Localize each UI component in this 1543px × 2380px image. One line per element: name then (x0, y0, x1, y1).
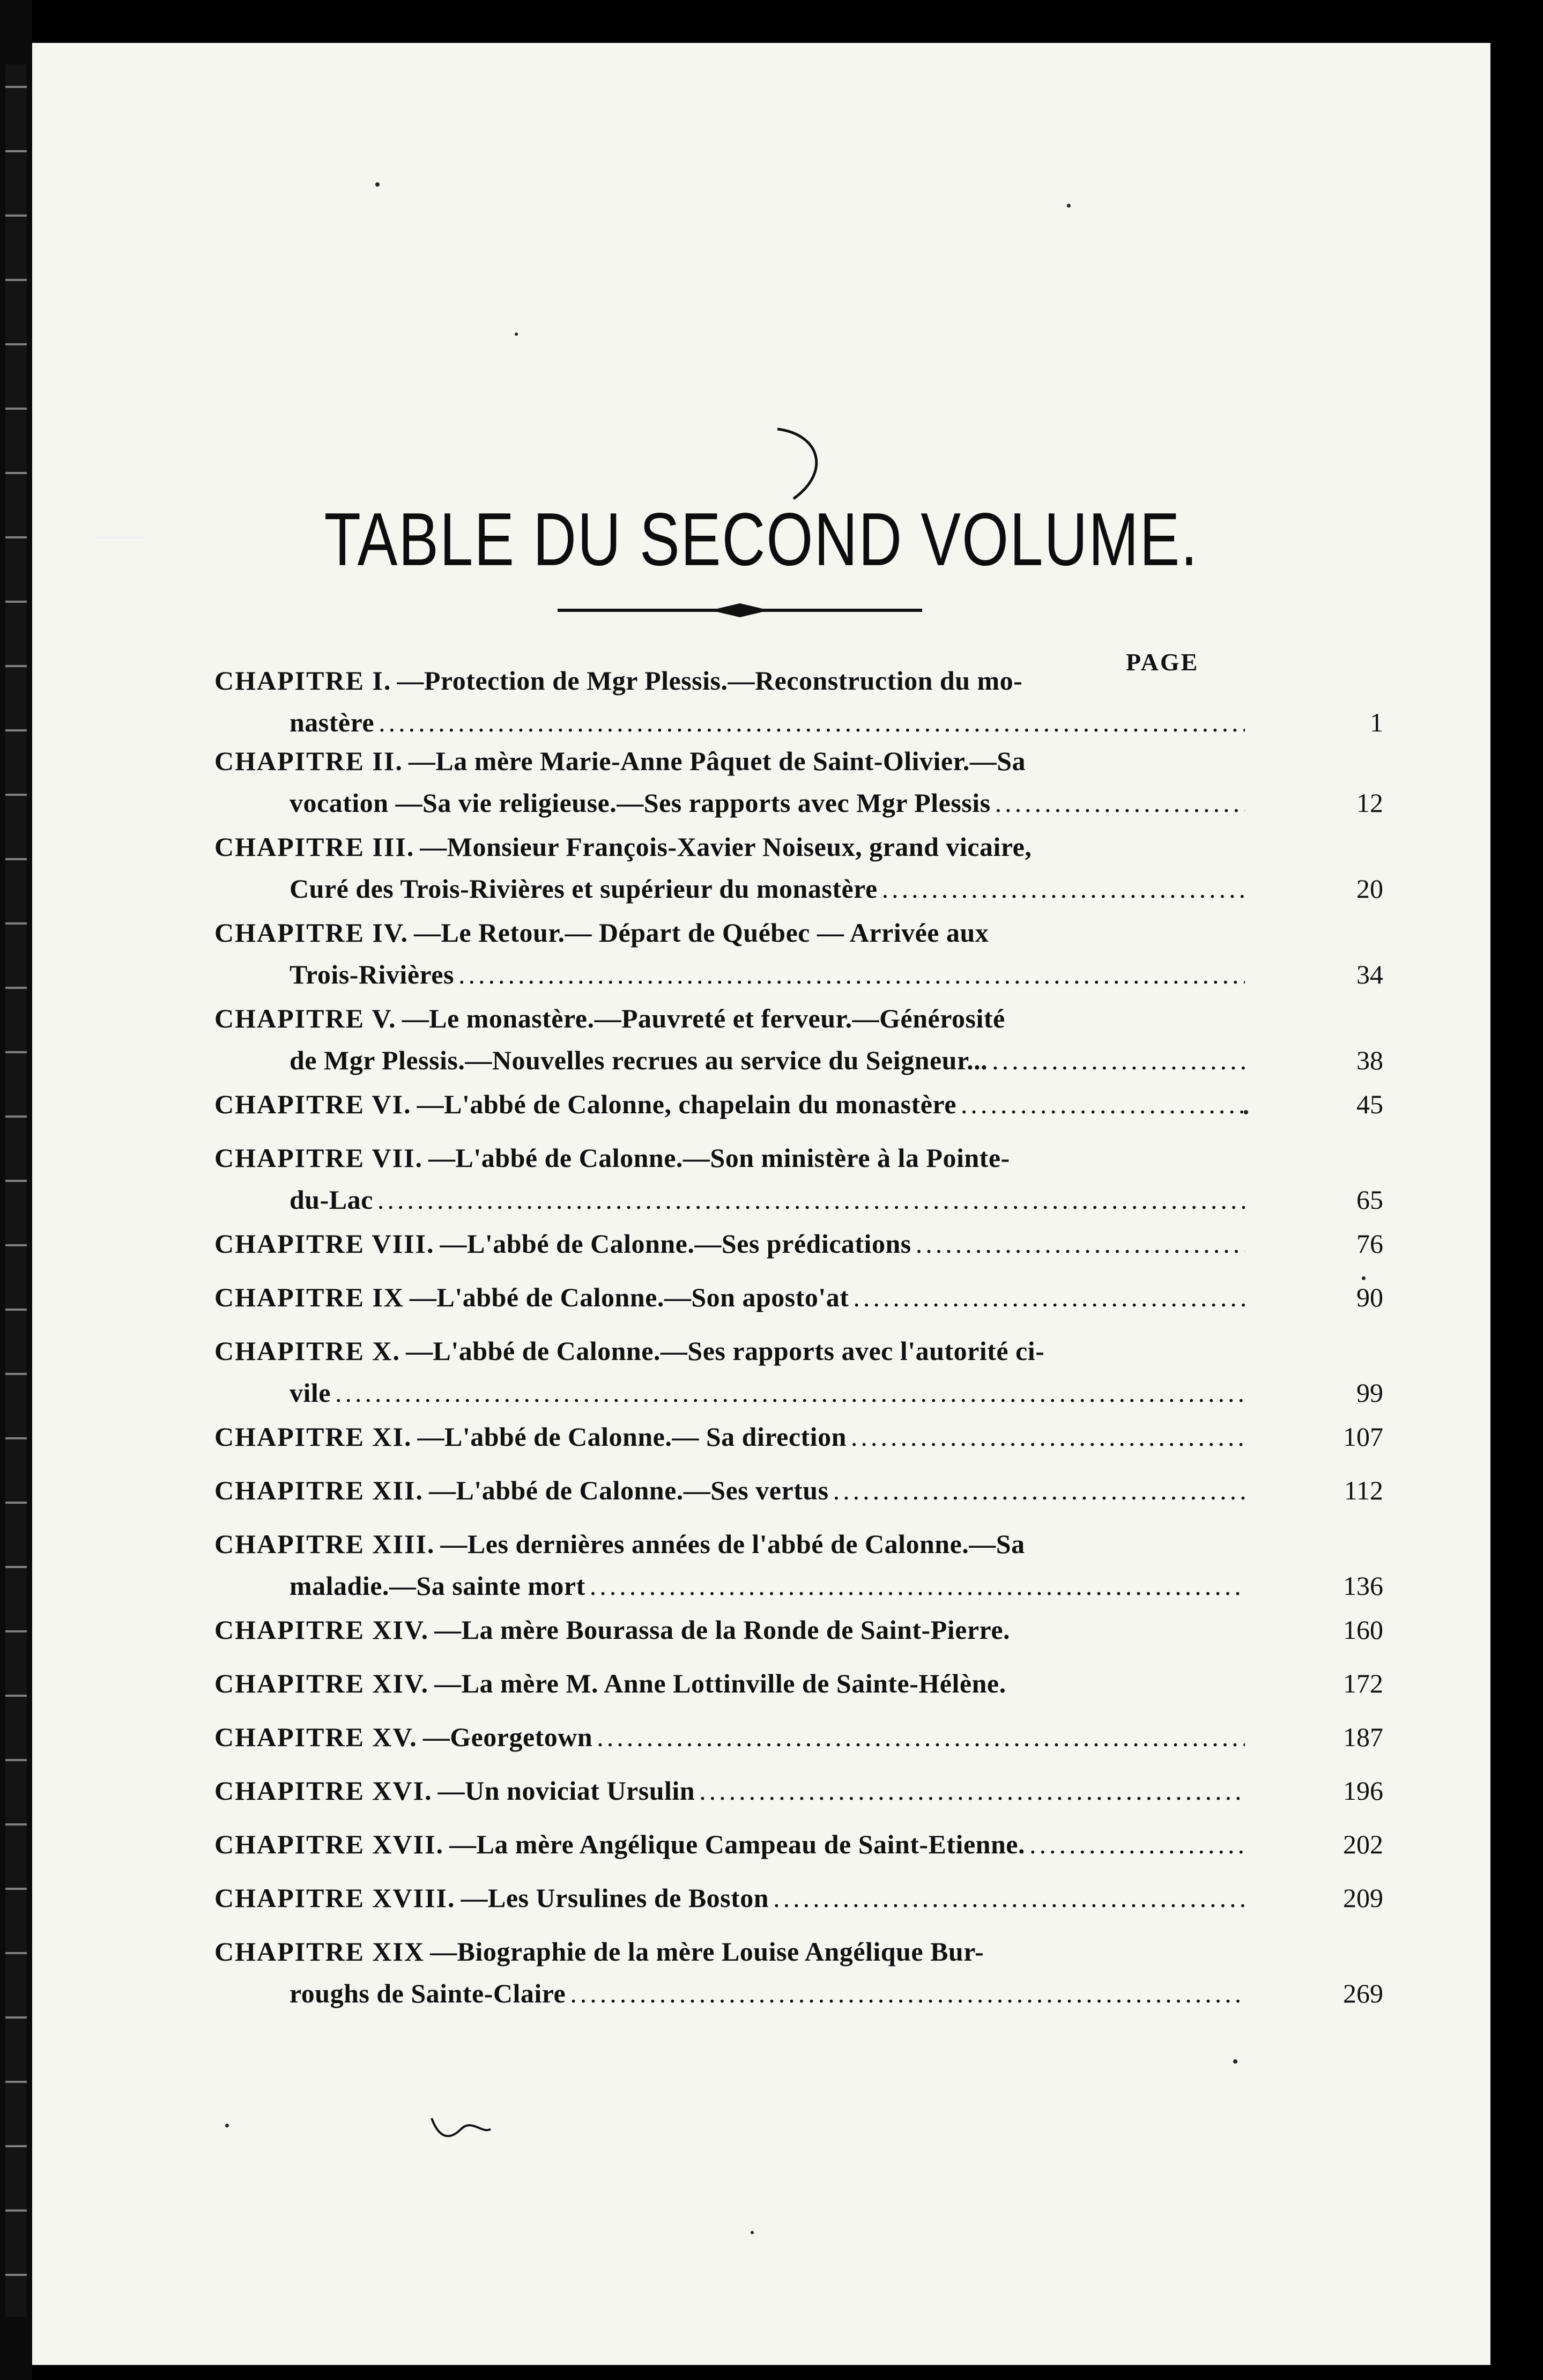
page-title: TABLE DU SECOND VOLUME. (324, 497, 1199, 581)
toc-page-number: 38 (1356, 1045, 1383, 1075)
toc-entry-continuation-line (214, 1039, 1383, 1081)
toc-chapter-label: CHAPITRE XIV. (214, 1668, 429, 1698)
toc-entry-text: —L'abbé de Calonne.—Ses vertus (428, 1475, 829, 1505)
toc-chapter-label: CHAPITRE I. (214, 666, 392, 696)
scan-speck (1362, 1276, 1366, 1280)
binding-strip (5, 64, 27, 2317)
toc-entry-continuation-line (214, 782, 1383, 824)
toc-entry-text: —Biographie de la mère Louise Angélique Bur- (430, 1936, 984, 1967)
toc-page-number: 160 (1343, 1615, 1383, 1645)
dot-leader (992, 1039, 1245, 1081)
toc-page-number: 209 (1343, 1883, 1383, 1913)
table-of-contents (32, 43, 1490, 2365)
toc-entry-first-line (214, 1523, 1249, 1565)
toc-chapter-label: CHAPITRE III. (214, 832, 415, 862)
toc-page-number: 65 (1356, 1185, 1383, 1215)
toc-page-number: 112 (1344, 1475, 1383, 1505)
dot-leader (699, 1770, 1245, 1812)
toc-entry-text: —La mère Bourassa de la Ronde de Saint-Pierre. (434, 1615, 1011, 1645)
toc-entry-first-line (214, 1770, 1383, 1812)
toc-entry (214, 1877, 1383, 1919)
document-page (32, 43, 1490, 2365)
toc-page-number: 269 (1343, 1978, 1383, 2008)
toc-entry (214, 1223, 1383, 1265)
toc-entry (214, 1137, 1383, 1221)
toc-entry-first-line (214, 1276, 1383, 1318)
toc-entry-text: —Les Ursulines de Boston (461, 1883, 769, 1913)
toc-chapter-label: CHAPITRE V. (214, 1003, 397, 1033)
toc-entry (214, 1716, 1383, 1758)
toc-page-number: 1 (1370, 707, 1383, 737)
toc-entry (214, 740, 1383, 824)
toc-entry-first-line (214, 912, 1249, 954)
toc-entry-text: vile (290, 1378, 331, 1408)
scan-left-edge (0, 0, 32, 2380)
toc-page-number: 90 (1356, 1282, 1383, 1312)
page-column-header: PAGE (1126, 648, 1199, 676)
toc-entry (214, 1931, 1383, 2014)
dot-leader (335, 1372, 1245, 1414)
toc-entry-continuation-line (214, 954, 1383, 995)
toc-page-number: 20 (1356, 874, 1383, 904)
toc-entry-continuation-line (214, 1565, 1383, 1607)
toc-chapter-label: CHAPITRE XIII. (214, 1529, 435, 1559)
toc-chapter-label: CHAPITRE IV. (214, 918, 409, 948)
toc-page-number: 196 (1343, 1776, 1383, 1806)
toc-entry-text: —L'abbé de Calonne.— Sa direction (417, 1422, 847, 1452)
toc-chapter-label: CHAPITRE II. (214, 746, 403, 776)
toc-chapter-label: CHAPITRE XV. (214, 1722, 418, 1752)
dot-leader (597, 1716, 1245, 1758)
toc-entry-text: —Le Retour.— Départ de Québec — Arrivée aux (414, 918, 989, 948)
toc-entry-text: —Protection de Mgr Plessis.—Reconstruction du mo- (397, 666, 1023, 696)
toc-entry (214, 1416, 1383, 1458)
toc-page-number: 187 (1343, 1722, 1383, 1752)
toc-entry-text: roughs de Sainte-Claire (290, 1978, 566, 2008)
toc-page-number: 12 (1356, 788, 1383, 818)
toc-chapter-label: CHAPITRE XI. (214, 1422, 412, 1452)
dot-leader (379, 701, 1245, 743)
toc-entry-text: —La mère Angélique Campeau de Saint-Etienne. (449, 1829, 1025, 1859)
toc-entry-text: de Mgr Plessis.—Nouvelles recrues au service du Seigneur... (290, 1045, 988, 1075)
toc-entry-continuation-line (214, 1179, 1383, 1221)
toc-page-number: 76 (1356, 1229, 1383, 1259)
toc-entry-first-line (214, 997, 1249, 1039)
toc-entry-first-line (214, 1469, 1383, 1511)
toc-entry (214, 1609, 1383, 1651)
toc-entry-continuation-line (214, 701, 1383, 743)
toc-entry-text: —Georgetown (422, 1722, 593, 1752)
toc-entry-text: —Les dernières années de l'abbé de Calonne.—Sa (440, 1529, 1025, 1559)
toc-entry-text: —Monsieur François-Xavier Noiseux, grand vicaire, (420, 832, 1032, 862)
toc-page-number: 34 (1356, 959, 1383, 989)
toc-page-number: 136 (1343, 1571, 1383, 1601)
dot-leader (961, 1083, 1245, 1125)
toc-entry-first-line (214, 1931, 1249, 1972)
toc-entry (214, 1469, 1383, 1511)
scan-speck (751, 2231, 754, 2234)
toc-chapter-label: CHAPITRE XVI. (214, 1776, 433, 1806)
toc-entry-first-line (214, 1662, 1383, 1704)
toc-entry-text: —L'abbé de Calonne.—Son aposto'at (409, 1282, 849, 1312)
toc-entry-text: —Un noviciat Ursulin (437, 1776, 695, 1806)
toc-entry-first-line (214, 1330, 1249, 1372)
toc-entry-first-line (214, 826, 1249, 868)
toc-entry-first-line (214, 1137, 1249, 1179)
dot-leader (833, 1469, 1245, 1511)
scan-speck (1244, 1110, 1248, 1114)
toc-page-number: 202 (1343, 1829, 1383, 1859)
toc-entry (214, 1083, 1383, 1125)
toc-entry (214, 1662, 1383, 1704)
toc-entry-first-line (214, 1416, 1383, 1458)
scan-speck (515, 332, 518, 336)
toc-chapter-label: CHAPITRE XIX (214, 1936, 425, 1967)
dot-leader (851, 1416, 1245, 1458)
toc-entry-first-line (214, 1609, 1383, 1651)
toc-entry-text: —Le monastère.—Pauvreté et ferveur.—Générosité (402, 1003, 1005, 1033)
scan-speck (1067, 204, 1071, 208)
toc-entry-text: —L'abbé de Calonne, chapelain du monastère (417, 1089, 956, 1119)
toc-entry (214, 1523, 1383, 1607)
dot-leader (995, 782, 1245, 824)
toc-chapter-label: CHAPITRE XII. (214, 1475, 424, 1505)
toc-page-number: 45 (1356, 1089, 1383, 1119)
toc-entry (214, 1770, 1383, 1812)
dot-leader (458, 954, 1245, 995)
toc-entry-text: Curé des Trois-Rivières et supérieur du monastère (290, 874, 878, 904)
toc-entry (214, 1276, 1383, 1318)
toc-chapter-label: CHAPITRE IX (214, 1282, 404, 1312)
toc-entry (214, 1823, 1383, 1865)
toc-entry (214, 912, 1383, 995)
toc-chapter-label: CHAPITRE XVII. (214, 1829, 444, 1859)
scan-artifact (97, 536, 145, 539)
toc-chapter-label: CHAPITRE VI. (214, 1089, 412, 1119)
toc-entry-continuation-line (214, 1372, 1383, 1414)
toc-entry (214, 997, 1383, 1081)
toc-entry-text: —La mère M. Anne Lottinville de Sainte-Hélène. (434, 1668, 1006, 1698)
toc-entry (214, 1330, 1383, 1414)
toc-entry-text: du-Lac (290, 1185, 373, 1215)
toc-entry-first-line (214, 1877, 1383, 1919)
dot-leader (1029, 1823, 1245, 1865)
toc-entry-text: Trois-Rivières (290, 959, 454, 989)
toc-entry-text: nastère (290, 707, 375, 737)
toc-entry-first-line (214, 1223, 1383, 1265)
dot-leader (570, 1972, 1245, 2014)
toc-entry-continuation-line (214, 1972, 1383, 2014)
toc-entry-text: maladie.—Sa sainte mort (290, 1571, 585, 1601)
toc-chapter-label: CHAPITRE VIII. (214, 1229, 435, 1259)
toc-entry-text: —L'abbé de Calonne.—Son ministère à la Pointe- (428, 1143, 1010, 1173)
scan-speck (225, 2124, 229, 2127)
toc-entry-continuation-line (214, 868, 1383, 910)
dot-leader (916, 1223, 1245, 1265)
toc-entry-text: —L'abbé de Calonne.—Ses prédications (440, 1229, 911, 1259)
toc-entry-first-line (214, 660, 1249, 701)
scan-speck (375, 182, 380, 187)
toc-entry (214, 826, 1383, 910)
toc-chapter-label: CHAPITRE X. (214, 1336, 401, 1366)
toc-page-number: 107 (1343, 1422, 1383, 1452)
toc-entry-first-line (214, 740, 1249, 782)
toc-entry-first-line (214, 1716, 1383, 1758)
pen-stroke-icon (429, 2113, 493, 2145)
dot-leader (377, 1179, 1245, 1221)
toc-entry-first-line (214, 1083, 1383, 1125)
toc-chapter-label: CHAPITRE XIV. (214, 1615, 429, 1645)
toc-entry-first-line (214, 1823, 1383, 1865)
toc-chapter-label: CHAPITRE VII. (214, 1143, 424, 1173)
toc-entry-text: —L'abbé de Calonne.—Ses rapports avec l'autorité ci- (406, 1336, 1045, 1366)
dot-leader (773, 1877, 1245, 1919)
dot-leader (882, 868, 1245, 910)
toc-page-number: 172 (1343, 1668, 1383, 1698)
toc-entry (214, 660, 1383, 743)
pen-mark-icon (772, 424, 836, 504)
dot-leader (590, 1565, 1245, 1607)
toc-chapter-label: CHAPITRE XVIII. (214, 1883, 456, 1913)
toc-entry-text: vocation —Sa vie religieuse.—Ses rapports avec Mgr Plessis (290, 788, 991, 818)
scan-speck (1233, 2059, 1237, 2064)
dot-leader (853, 1276, 1245, 1318)
toc-entry-text: —La mère Marie-Anne Pâquet de Saint-Olivier.—Sa (408, 746, 1026, 776)
toc-page-number: 99 (1356, 1378, 1383, 1408)
